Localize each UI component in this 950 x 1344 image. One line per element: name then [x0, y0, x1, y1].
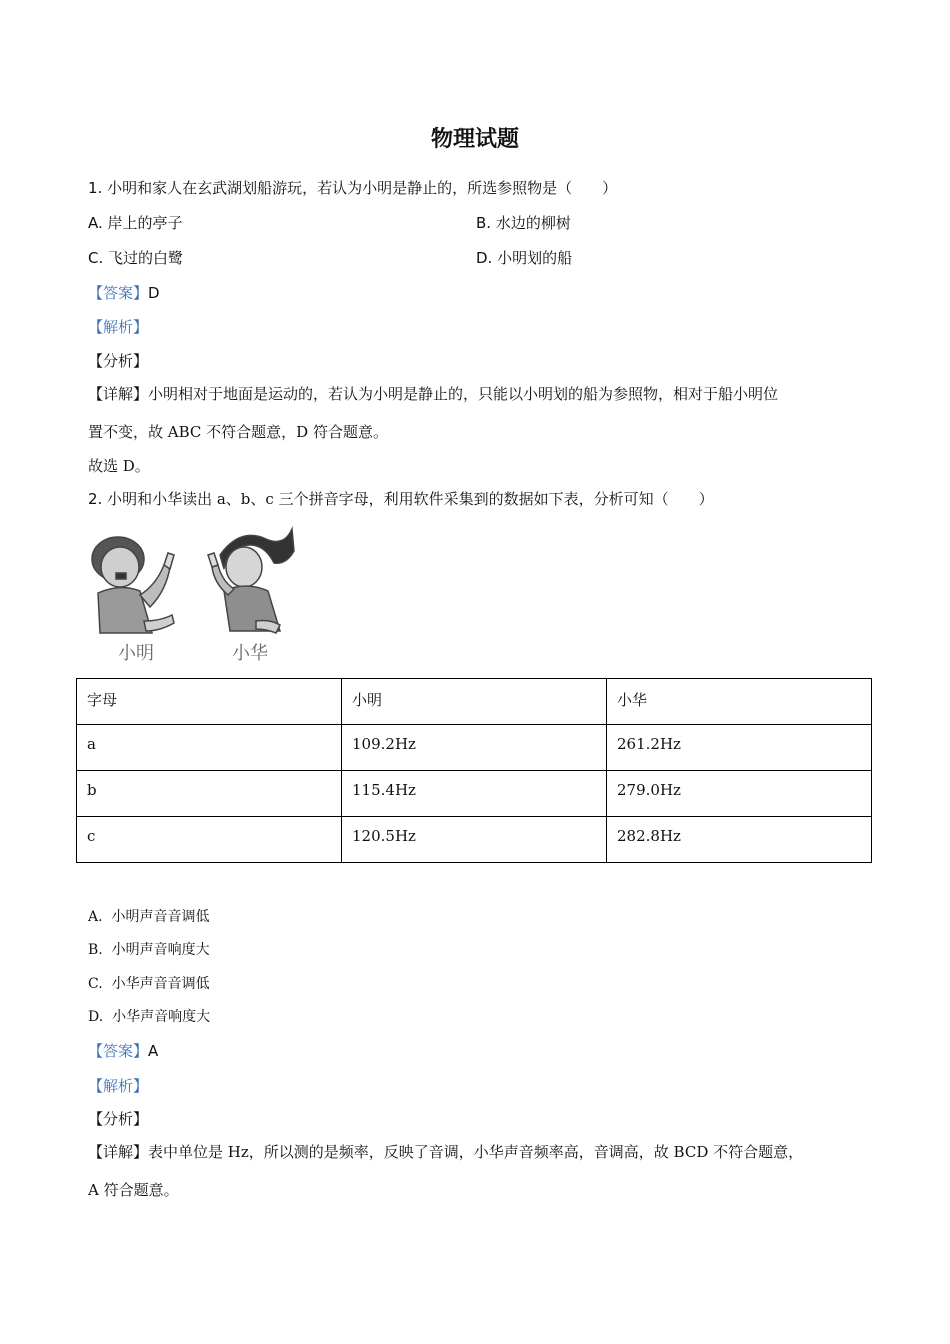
q1-answer-value: D [148, 284, 160, 302]
table-cell: 282.8Hz [607, 817, 872, 863]
q2-option-d [88, 1006, 210, 1028]
q1-option-b-text: 水边的柳树 [495, 214, 571, 232]
q2-fenxi-tag: 【分析】 [88, 1110, 149, 1128]
q2-option-a-text: 小明声音音调低 [111, 909, 210, 925]
q2-option-d-label: D. [88, 1009, 104, 1025]
table-cell: b [77, 771, 342, 817]
q2-answer-value: A [148, 1042, 159, 1060]
table-cell: c [77, 817, 342, 863]
q1-option-a-label: A. [88, 214, 103, 232]
table-header-cell: 字母 [77, 679, 342, 725]
frequency-table [76, 678, 872, 863]
q2-detail-line2: A 符合题意。 [88, 1181, 179, 1199]
q2-detail [88, 1141, 803, 1163]
table-header-cell: 小明 [342, 679, 607, 725]
q2-detail-line1: 表中单位是 Hz，所以测的是频率，反映了音调，小华声音频率高，音调高，故 BCD 不符合题意， [148, 1143, 804, 1161]
q2-illustration [80, 525, 300, 665]
xiaohua-label: 小华 [232, 643, 268, 664]
table-header-cell: 小华 [607, 679, 872, 725]
q2-option-a-label: A. [88, 909, 103, 925]
table-cell: 279.0Hz [607, 771, 872, 817]
q1-answer [88, 282, 160, 304]
q1-number: 1. [88, 179, 103, 197]
q1-option-d [476, 247, 572, 269]
q2-stem: 小明和小华读出 a、b、c 三个拼音字母，利用软件采集到的数据如下表，分析可知（ ） [107, 490, 714, 508]
table-header-row [77, 679, 872, 725]
q2-option-b-label: B. [88, 942, 103, 958]
q1-option-c-label: C. [88, 249, 104, 267]
q1-conclusion: 故选 D。 [88, 457, 150, 475]
q2-analysis-tag: 【解析】 [88, 1077, 149, 1095]
q1-stem-line [88, 177, 617, 199]
q2-option-b-text: 小明声音响度大 [111, 942, 210, 958]
table-row [77, 725, 872, 771]
q2-option-c-text: 小华声音音调低 [111, 976, 210, 992]
q1-detail [88, 383, 778, 405]
q1-detail-line1: 小明相对于地面是运动的，若认为小明是静止的，只能以小明划的船为参照物，相对于船小明位 [148, 385, 779, 403]
q2-option-c [88, 973, 210, 995]
q1-option-d-label: D. [476, 249, 493, 267]
q2-option-c-label: C. [88, 976, 103, 992]
q2-option-b [88, 939, 210, 961]
q1-detail-tag: 【详解】 [88, 385, 149, 403]
table-row [77, 771, 872, 817]
q2-answer [88, 1040, 158, 1062]
q2-answer-tag: 【答案】 [88, 1042, 149, 1060]
xiaoming-label: 小明 [118, 643, 154, 664]
q1-fenxi-tag: 【分析】 [88, 352, 149, 370]
table-cell: 261.2Hz [607, 725, 872, 771]
q1-option-a-text: 岸上的亭子 [107, 214, 183, 232]
q2-option-a [88, 906, 209, 928]
q2-stem-line [88, 488, 714, 510]
q1-answer-tag: 【答案】 [88, 284, 149, 302]
q2-number: 2. [88, 490, 103, 508]
table-row [77, 817, 872, 863]
q1-option-d-text: 小明划的船 [497, 249, 573, 267]
q2-detail-tag: 【详解】 [88, 1143, 149, 1161]
table-cell: 115.4Hz [342, 771, 607, 817]
xiaohua-figure [208, 529, 294, 633]
q1-detail-line2: 置不变，故 ABC 不符合题意，D 符合题意。 [88, 423, 388, 441]
page-title: 物理试题 [430, 127, 519, 152]
xiaoming-figure [92, 537, 174, 633]
table-cell: 109.2Hz [342, 725, 607, 771]
table-cell: 120.5Hz [342, 817, 607, 863]
table-cell: a [77, 725, 342, 771]
q1-option-b-label: B. [476, 214, 492, 232]
q1-option-c [88, 247, 183, 269]
q1-option-b [476, 212, 571, 234]
q1-analysis-tag: 【解析】 [88, 318, 149, 336]
q2-option-d-text: 小华声音响度大 [112, 1009, 211, 1025]
q1-option-c-text: 飞过的白鹭 [108, 249, 184, 267]
q1-stem: 小明和家人在玄武湖划船游玩，若认为小明是静止的，所选参照物是（ ） [107, 179, 618, 197]
q1-option-a [88, 212, 183, 234]
